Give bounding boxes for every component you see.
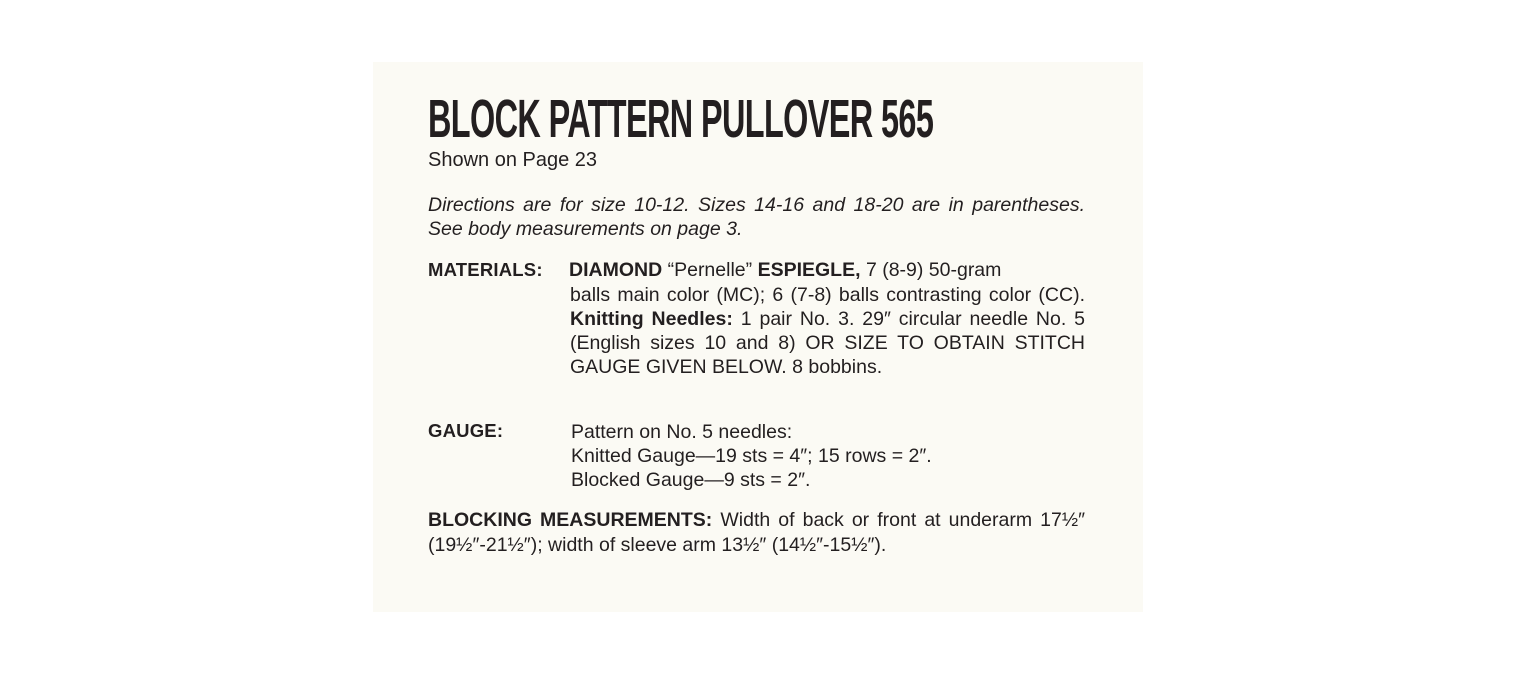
blocking-label: BLOCKING MEASUREMENTS: (428, 509, 713, 531)
yarn-quantity: 7 (8-9) 50-gram (865, 259, 1002, 281)
size-directions: Directions are for size 10-12. Sizes 14-16 and 18-20 are in parentheses. See body measurements on page 3. (428, 194, 1085, 240)
yarn-name: “Pernelle” (667, 259, 753, 281)
blocking-text: Width of back or front at underarm 17½″ (19½″-21½″); width of sleeve arm 13½″ (14½″-15½″). (428, 509, 1086, 556)
gauge-line: Blocked Gauge—9 sts = 2″. (571, 469, 811, 491)
materials-first-line (569, 258, 1001, 282)
gauge-label: GAUGE: (428, 420, 504, 441)
yarn-type: ESPIEGLE, (757, 259, 861, 281)
materials-needles-text: 1 pair No. 3. 29″ circular needle No. 5 (English sizes 10 and 8) OR SIZE TO OBTAIN STITCH GAUGE GIVEN BELOW. 8 bobbins. (570, 308, 1086, 378)
pattern-title: BLOCK PATTERN PULLOVER 565 (428, 89, 934, 149)
materials-balls-text: balls main color (MC); 6 (7-8) balls contrasting color (CC). (570, 284, 1085, 306)
pattern-subtitle: Shown on Page 23 (428, 149, 598, 171)
needles-label: Knitting Needles: (570, 308, 733, 330)
materials-label: MATERIALS: (428, 259, 543, 280)
yarn-brand: DIAMOND (569, 259, 663, 281)
blocking-measurements (428, 508, 1085, 557)
gauge-line: Knitted Gauge—19 sts = 4″; 15 rows = 2″. (571, 445, 932, 467)
materials-body (570, 283, 1085, 379)
gauge-body (571, 420, 932, 492)
gauge-line: Pattern on No. 5 needles: (571, 421, 793, 443)
